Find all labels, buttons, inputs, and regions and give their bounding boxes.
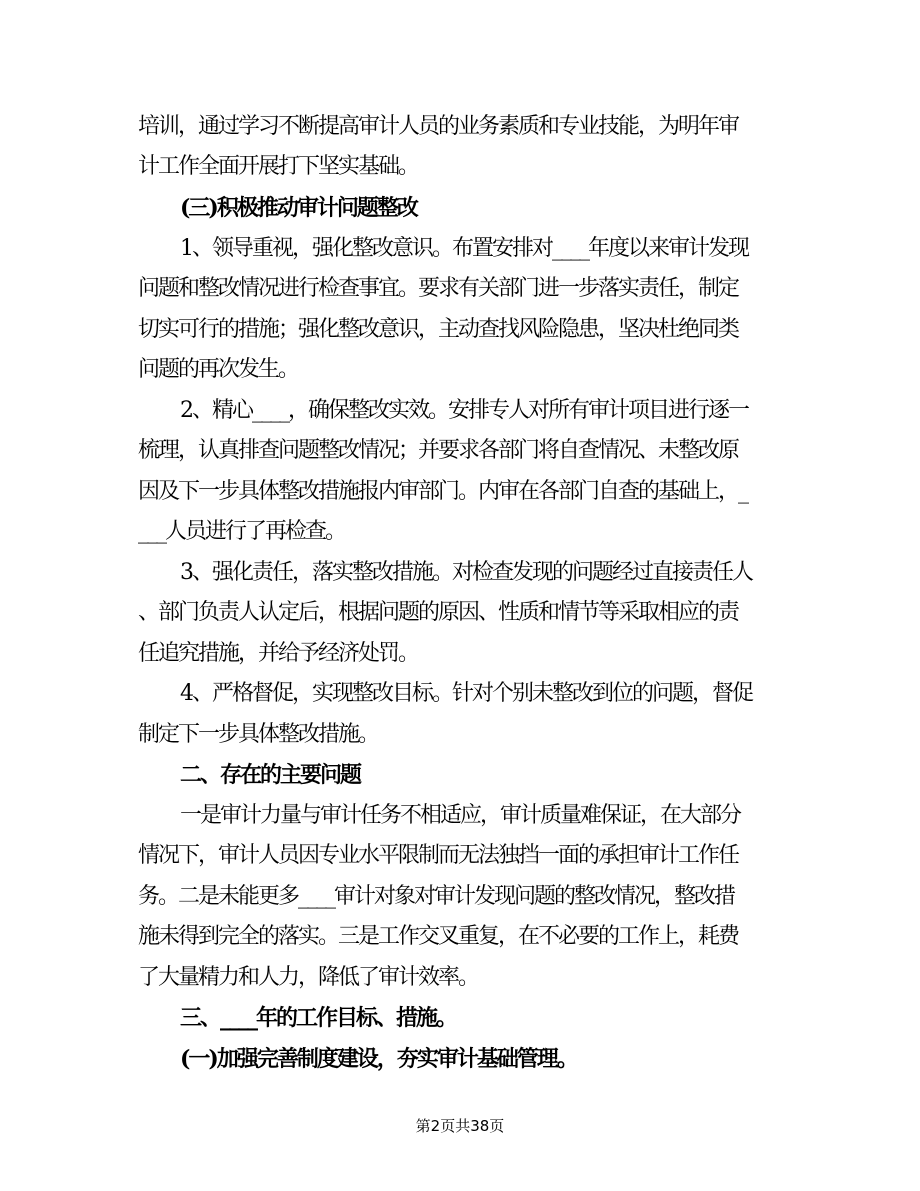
paragraph-line: 了大量精力和人力，降低了审计效率。 [138,965,479,990]
paragraph-line: 1、领导重视，强化整改意识。布置安排对____年度以来审计发现 [180,236,748,261]
paragraph-line: 制定下一步具体整改措施。 [138,722,379,747]
paragraph-line: 情况下，审计人员因专业水平限制而无法独挡一面的承担审计工作任 [138,843,739,868]
paragraph-line: 一是审计力量与审计任务不相适应，审计质量难保证，在大部分 [180,803,741,828]
paragraph-line: 梳理，认真排查问题整改情况；并要求各部门将自查情况、未整改原 [138,438,739,463]
paragraph-line: 3、强化责任，落实整改措施。对检查发现的问题经过直接责任人 [180,560,752,585]
paragraph-line: 4、严格督促，实现整改目标。针对个别未整改到位的问题，督促 [180,681,752,706]
paragraph-line: 问题和整改情况进行检查事宜。要求有关部门进一步落实责任，制定 [138,276,739,301]
page-number-footer: 第2页共38页 [415,1117,505,1135]
paragraph-line: 因及下一步具体整改措施报内审部门。内审在各部门自查的基础上，_ [138,479,748,504]
paragraph-line: 培训，通过学习不断提高审计人员的业务素质和专业技能，为明年审 [138,114,739,139]
paragraph-line: 任追究措施，并给予经济处罚。 [138,641,419,666]
paragraph-line: 施未得到完全的落实。三是工作交叉重复，在不必要的工作上，耗费 [138,924,739,949]
paragraph-line: ___人员进行了再检查。 [138,519,346,544]
section-heading: 三、____年的工作目标、措施。 [180,1005,457,1031]
section-heading: (三)积极推动审计问题整改 [180,195,417,221]
paragraph-line: 务。二是未能更多____审计对象对审计发现问题的整改情况，整改措 [138,884,735,909]
paragraph-line: 2、精心____，确保整改实效。安排专人对所有审计项目进行逐一 [180,398,748,423]
paragraph-line: 计工作全面开展打下坚实基础。 [138,154,419,179]
section-heading: (一)加强完善制度建设，夯实审计基础管理。 [180,1046,577,1072]
paragraph-line: 切实可行的措施；强化整改意识，主动查找风险隐患，坚决杜绝同类 [138,317,739,342]
section-heading: 二、存在的主要问题 [180,762,361,788]
paragraph-line: 、部门负责人认定后，根据问题的原因、性质和情节等采取相应的责 [138,600,739,625]
paragraph-line: 问题的再次发生。 [138,357,299,382]
